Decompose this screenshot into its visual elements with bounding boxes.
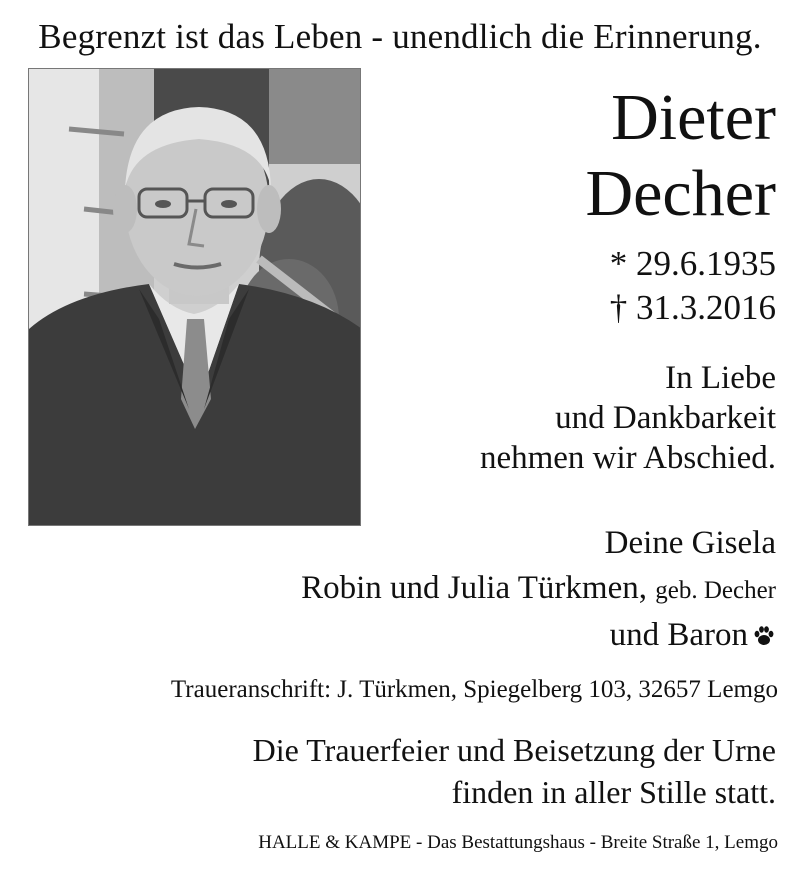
first-name: Dieter <box>611 81 776 154</box>
ceremony-notice <box>253 729 776 813</box>
portrait-illustration <box>29 69 361 526</box>
ceremony-line: finden in aller Stille statt. <box>451 774 776 810</box>
mourner-line <box>301 613 776 661</box>
ceremony-line: Die Trauerfeier und Beisetzung der Urne <box>252 732 776 768</box>
paw-icon <box>752 616 776 661</box>
farewell-phrase <box>480 358 776 478</box>
mourner-line <box>301 566 776 613</box>
deceased-name <box>585 80 776 232</box>
birth-date: * 29.6.1935 <box>609 244 776 283</box>
phrase-line: nehmen wir Abschied. <box>479 440 776 476</box>
phrase-line: und Dankbarkeit <box>555 400 776 436</box>
maiden-name-note: geb. Decher <box>655 577 776 604</box>
mourners-list <box>301 521 776 661</box>
funeral-home-footer: HALLE & KAMPE - Das Bestattungshaus - Breite Straße 1, Lemgo <box>258 832 778 853</box>
mourning-address: Traueranschrift: J. Türkmen, Spiegelberg 103, 32657 Lemgo <box>170 676 778 703</box>
motto-heading: Begrenzt ist das Leben - unendlich die Erinnerung. <box>38 17 762 56</box>
last-name: Decher <box>585 157 776 230</box>
life-dates <box>610 242 776 330</box>
death-date: † 31.3.2016 <box>609 288 776 327</box>
mourner-line: Deine Gisela <box>604 525 776 561</box>
mourner-names: und Baron <box>609 617 748 653</box>
mourner-names: Robin und Julia Türkmen, <box>301 570 647 606</box>
phrase-line: In Liebe <box>665 360 776 396</box>
portrait-photo <box>28 68 361 526</box>
